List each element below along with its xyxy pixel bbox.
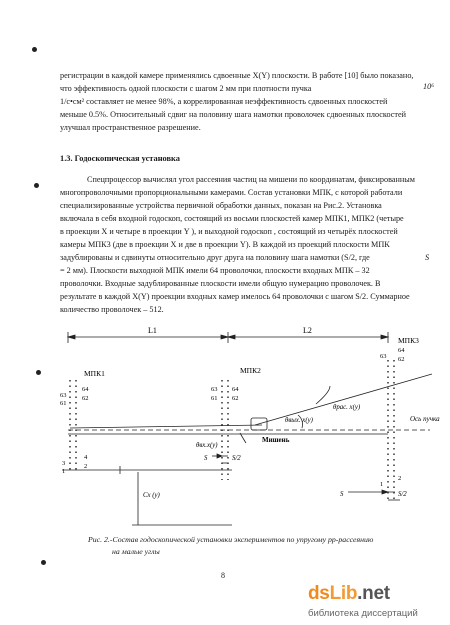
l1-label: L1 [148,326,157,335]
paragraph-line: регистрации в каждой камере применялись сдвоенные X(Y) плоскости. В работе [10] было показано, [60,71,414,80]
wire-number: 61 [211,395,218,402]
wire-number: 1 [380,481,384,488]
wire-number: 4 [84,454,88,461]
punch-hole-mark [32,47,37,52]
paragraph-line: Спецпроцессор вычислял угол рассеяния частиц на мишени по координатам, фиксированным [87,175,415,184]
wire-number: 64 [82,386,89,393]
scattered-track [255,374,432,425]
paragraph-line: количество проволочек – 512. [60,305,164,314]
mpk1-label: МПК1 [84,369,105,378]
beam-axis-label [410,415,440,423]
punch-hole-mark [34,183,39,188]
target-label: Мишень [262,436,290,444]
s-symbol: S [425,253,430,262]
beam-axis-label-text: Ось пучка [410,415,440,423]
paragraph-line: что эффективность одной плоскости с шагом 2 мм при плотности пучка [60,84,312,93]
wire-number: 63 [380,353,387,360]
chamber-wire-planes [70,360,394,500]
s-label: S [204,455,208,462]
paragraph-line: включала в себя входной годоскоп, состоящий из восьми плоскостей камер МПК1, МПК2 (четыре [60,214,404,223]
section-title: 1.3. Годоскопическая установка [60,154,180,163]
wire-number: 61 [60,400,67,407]
logo-lib: Lib [329,583,358,604]
paragraph-line: улучшал пространственное разрешение. [60,123,201,132]
theta-scatter-label: θрас. x(y) [333,404,361,411]
wire-number: 3 [62,460,66,467]
wire-number: 64 [232,386,239,393]
wire-number: 63 [60,392,67,399]
wire-number: 62 [82,395,89,402]
paragraph-line: специализированные устройства первичной обработки данных, показан на Рис.2. Установка [60,201,382,210]
mpk3-label: МПК3 [398,336,419,345]
mpk2-label: МПК2 [240,366,261,375]
paragraph-line: меньше 0.5%. Относительный сдвиг на половину шага намотки проволочек сдвоенных плоскостей [60,110,407,119]
wire-number: 1 [62,468,66,475]
caption-line: на малые углы [112,547,160,556]
incoming-track [70,425,262,428]
page-number: 8 [221,571,225,580]
power-value: 10⁶ [423,82,435,91]
watermark-subtitle: библиотека диссертаций [308,608,418,619]
theta-out-label: θвых. x(y) [285,417,313,424]
target-box [251,418,267,430]
s-label: S [340,491,344,498]
wire-number: 2 [398,475,402,482]
watermark-logo [308,583,390,605]
s2-label: S/2 [232,455,241,462]
s2-label: S/2 [398,491,407,498]
paragraph-line: многопроволочными пропорциональными камерами. Состав установки МПК, с которой работали [60,188,403,197]
paragraph-line: в проекции X и четыре в проекции Y ), и выходной годоскоп , состоящий из четырёх плоскостей [60,227,398,236]
wire-number: 62 [398,356,405,363]
caption-line: Рис. 2.-Состав годоскопической установки экспериментов по упругому pp-рассеянию [88,535,374,544]
logo-ds: ds [308,583,330,604]
paragraph-line: проволочки. Входные задублированные плоскости имели общую нумерацию проволочек. В [60,279,381,288]
paragraph-line: камеры МПК3 (две в проекции X и две в проекции Y). В каждой из проекций плоскости МПК [60,240,390,249]
wire-number: 64 [398,347,405,354]
wire-number: 62 [232,395,239,402]
paragraph-line: задублированы и сдвинуты относительно друг друга на половину шага намотки (S/2, где [60,253,370,262]
l2-label: L2 [303,326,312,335]
punch-hole-mark [36,370,41,375]
paragraph-line: = 2 мм). Плоскости выходной МПК имели 64 проволочки, плоскости входных МПК – 32 [60,266,370,275]
paragraph-line: результате в каждой X(Y) проекции входных камер имелось 64 проволочки с шагом S/2. Суммарное [60,292,410,301]
paragraph-line: 1/с•см² составляет не менее 98%, а коррелированная неэффективность сдвоенных плоскостей [60,97,388,106]
wire-number: 63 [211,386,218,393]
wire-number: 2 [84,463,88,470]
cx-label: Cx (y) [143,492,160,499]
punch-hole-mark [41,560,46,565]
watermark [300,581,450,625]
figure-caption [88,534,373,558]
theta-in-label: θвх.x(y) [196,442,218,449]
logo-net: .net [357,583,390,604]
